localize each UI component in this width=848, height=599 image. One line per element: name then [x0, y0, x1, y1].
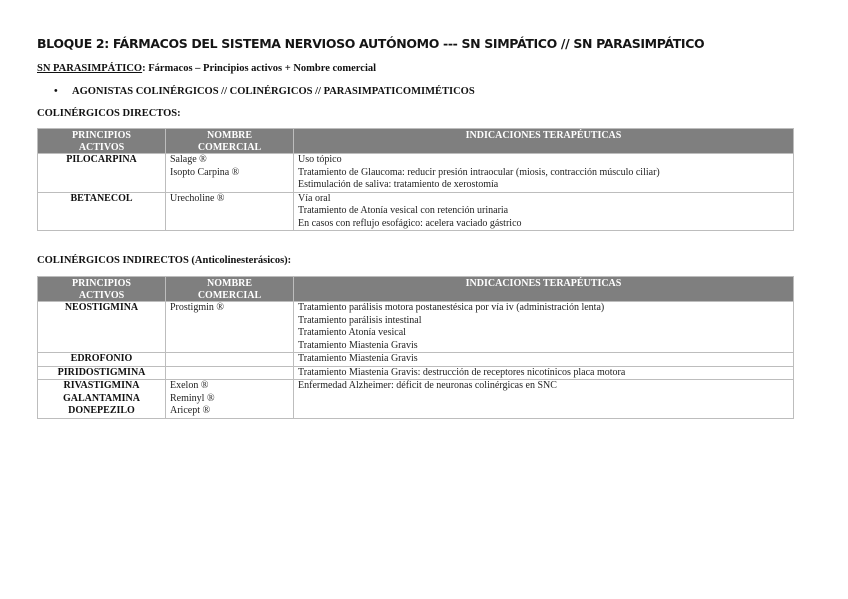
cell-line: Tratamiento Atonía vesical: [298, 327, 406, 338]
indicaciones-cell: [294, 192, 794, 231]
table-header-row: [38, 277, 794, 302]
directos-table: [37, 128, 794, 231]
indicaciones-cell: [294, 154, 794, 193]
cell-line: Tratamiento de Glaucoma: reducir presión intraocular (miosis, contracción músculo ciliar): [298, 166, 660, 178]
directos-body: [38, 154, 794, 231]
cell-line: Tratamiento Miastenia Gravis: [298, 353, 418, 364]
header-principios: PRINCIPIOS ACTIVOS: [38, 277, 166, 302]
bullet-icon: •: [54, 86, 58, 97]
cell-line: Tratamiento parálisis intestinal: [298, 314, 422, 326]
indicaciones-cell: [294, 353, 794, 367]
table-header-row: [38, 129, 794, 154]
cell-line: GALANTAMINA: [62, 392, 141, 404]
bullet-item: [54, 86, 475, 97]
principio-cell: [38, 353, 166, 367]
cell-line: Prostigmin ®: [170, 302, 224, 313]
nombre-cell: [166, 154, 294, 193]
cell-line: En casos con reflujo esofágico: acelera vaciado gástrico: [298, 217, 522, 229]
table-row: [38, 154, 794, 193]
indirectos-table: [37, 276, 794, 419]
indirectos-body: [38, 302, 794, 419]
table-row: [38, 366, 794, 380]
cell-line: Aricept ®: [170, 405, 211, 416]
cell-line: DONEPEZILO: [68, 405, 135, 416]
principio-cell: [38, 154, 166, 193]
header-nombre: NOMBRE COMERCIAL: [166, 277, 294, 302]
table-row: [38, 302, 794, 353]
cell-line: Enfermedad Alzheimer: déficit de neuronas colinérgicas en SNC: [298, 380, 557, 391]
nombre-cell: [166, 353, 294, 367]
cell-line: Tratamiento Miastenia Gravis: [298, 339, 418, 351]
header-indicaciones: INDICACIONES TERAPÉUTICAS: [294, 277, 794, 302]
indicaciones-cell: [294, 302, 794, 353]
subtitle-rest: : Fármacos – Principios activos + Nombre comercial: [142, 63, 377, 74]
nombre-cell: [166, 302, 294, 353]
table-row: [38, 192, 794, 231]
bullet-text: AGONISTAS COLINÉRGICOS // COLINÉRGICOS // PARASIMPATICOMIMÉTICOS: [72, 86, 475, 97]
subtitle-underlined: SN PARASIMPÁTICO: [37, 63, 143, 74]
table-row: [38, 353, 794, 367]
indicaciones-cell: [294, 380, 794, 419]
header-nombre: NOMBRE COMERCIAL: [166, 129, 294, 154]
cell-line: EDROFONIO: [70, 353, 133, 364]
cell-line: Salage ®: [170, 154, 207, 165]
indirectos-heading: COLINÉRGICOS INDIRECTOS (Anticolinesterásicos):: [37, 255, 292, 266]
cell-line: Reminyl ®: [170, 392, 215, 404]
nombre-cell: [166, 366, 294, 380]
cell-line: BETANECOL: [70, 192, 133, 204]
cell-line: Tratamiento de Atonía vesical con retención urinaria: [298, 205, 509, 216]
cell-line: NEOSTIGMINA: [64, 302, 139, 313]
cell-line: Estimulación de saliva: tratamiento de xerostomía: [298, 179, 499, 190]
cell-line: Exelon ®: [170, 380, 209, 391]
cell-line: PIRIDOSTIGMINA: [57, 366, 146, 378]
principio-cell: [38, 192, 166, 231]
cell-line: Tratamiento parálisis motora postanestésica por vía iv (administración lenta): [298, 302, 605, 313]
cell-line: Isopto Carpina ®: [170, 166, 240, 178]
cell-line: PILOCARPINA: [66, 154, 137, 165]
principio-cell: [38, 380, 166, 419]
section-subtitle: [37, 63, 376, 74]
document-title: BLOQUE 2: FÁRMACOS DEL SISTEMA NERVIOSO AUTÓNOMO --- SN SIMPÁTICO // SN PARASIMPÁTICO: [37, 36, 705, 51]
cell-line: Urecholine ®: [170, 192, 225, 204]
nombre-cell: [166, 380, 294, 419]
cell-line: Uso tópico: [298, 154, 342, 165]
directos-heading: COLINÉRGICOS DIRECTOS:: [37, 108, 181, 119]
principio-cell: [38, 302, 166, 353]
nombre-cell: [166, 192, 294, 231]
header-indicaciones: INDICACIONES TERAPÉUTICAS: [294, 129, 794, 154]
cell-line: RIVASTIGMINA: [63, 380, 140, 391]
cell-line: Vía oral: [298, 192, 331, 204]
indicaciones-cell: [294, 366, 794, 380]
header-principios: PRINCIPIOS ACTIVOS: [38, 129, 166, 154]
cell-line: Tratamiento Miastenia Gravis: destrucción de receptores nicotínicos placa motora: [298, 366, 626, 378]
principio-cell: [38, 366, 166, 380]
table-row: [38, 380, 794, 419]
